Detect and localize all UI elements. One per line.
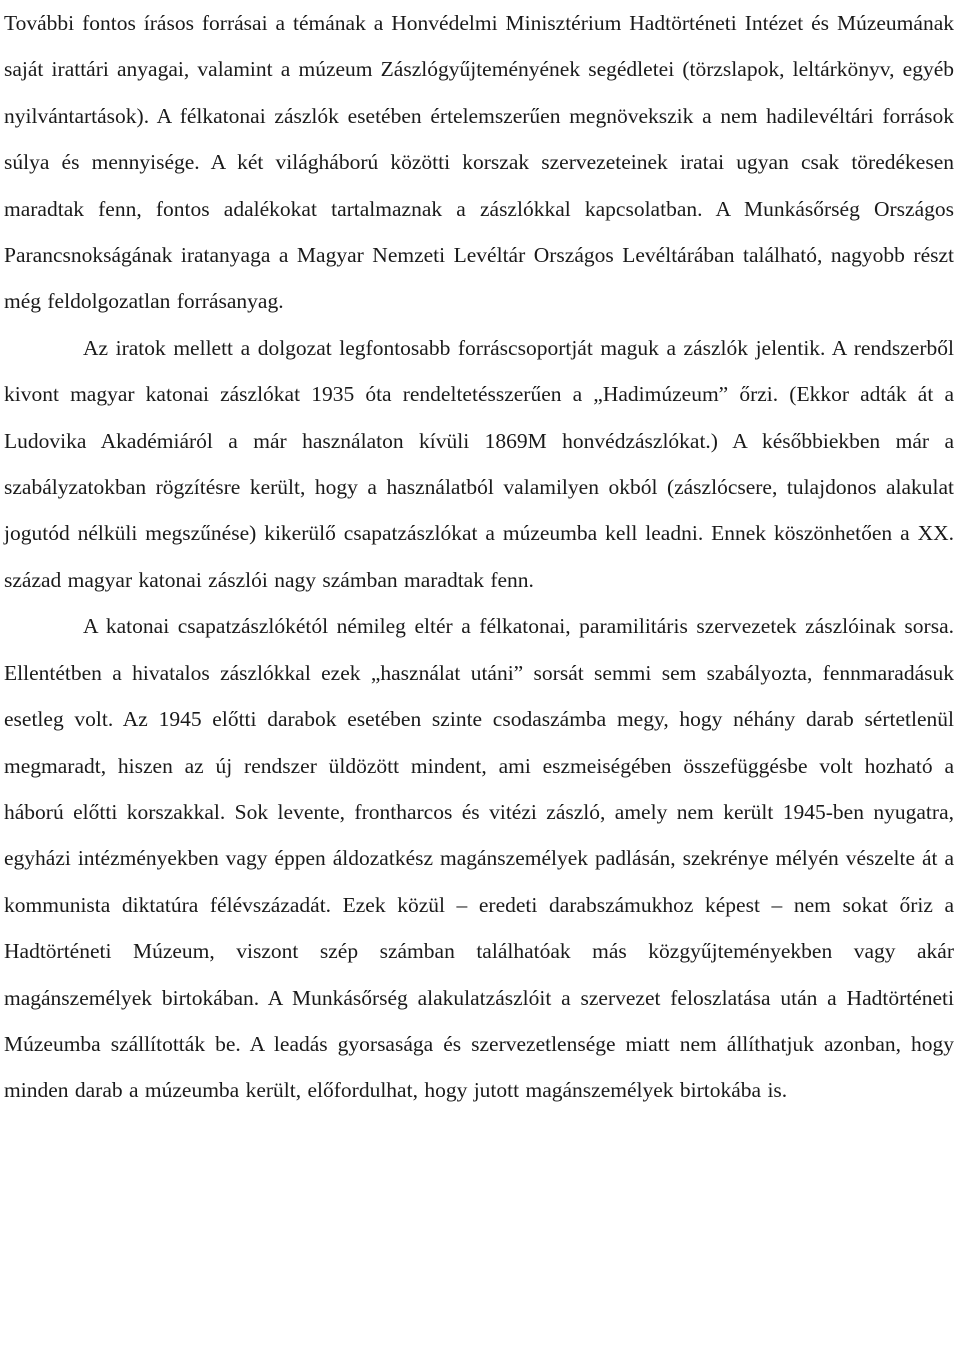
paragraph-paramilitary-flags: A katonai csapatzászlókétól némileg eltér a félkatonai, paramilitáris szervezetek zászlóinak sorsa. Ellentétben a hivatalos zászlókkal ezek „használat utáni” sorsát semmi sem szabályozta, fennmaradásuk esetleg volt. Az 1945 előtti darabok esetében szinte csodaszámba megy, hogy néhány darab sértetlenül megmaradt, hiszen az új rendszer üldözött mindent, ami eszmeiségében összefüggésbe volt hozható a háború előtti korszakkal. Sok levente, frontharcos és vitézi zászló, amely nem került 1945-ben nyugatra, egyházi intézményekben vagy éppen áldozatkész magánszemélyek padlásán, szekrénye mélyén vészelte át a kommunista diktatúra félévszázadát. Ezek közül – eredeti darabszámukhoz képest – nem sokat őriz a Hadtörténeti Múzeum, viszont szép számban találhatóak más közgyűjteményekben vagy akár magánszemélyek birtokában. A Munkásőrség alakulatzászlóit a szervezet feloszlatása után a Hadtörténeti Múzeumba szállították be. A leadás gyorsasága és szervezetlensége miatt nem állíthatjuk azonban, hogy minden darab a múzeumba került, előfordulhat, hogy jutott magánszemélyek birtokába is.	[4, 614, 954, 1103]
paragraph-flags-as-sources: Az iratok mellett a dolgozat legfontosabb forráscsoportját maguk a zászlók jelentik. A rendszerből kivont magyar katonai zászlókat 1935 óta rendeltetésszerűen a „Hadimúzeum” őrzi. (Ekkor adták át a Ludovika Akadémiáról a már használaton kívüli 1869M honvédzászlókat.) A későbbiekben már a szabályzatokban rögzítésre került, hogy a használatból valamilyen okból (zászlócsere, tulajdonos alakulat jogutód nélküli megszűnése) kikerülő csapatzászlókat a múzeumba kell leadni. Ennek köszönhetően a XX. század magyar katonai zászlói nagy számban maradtak fenn.	[4, 335, 954, 592]
document-page	[4, 0, 954, 1114]
paragraph-sources: További fontos írásos forrásai a témának a Honvédelmi Minisztérium Hadtörténeti Intézet és Múzeumának saját irattári anyagai, valamint a múzeum Zászlógyűjteményének segédletei (törzslapok, leltárkönyv, egyéb nyilvántartások). A félkatonai zászlók esetében értelemszerűen megnövekszik a nem hadilevéltári források súlya és mennyisége. A két világháború közötti korszak szervezeteinek iratai ugyan csak töredékesen maradtak fenn, fontos adalékokat tartalmaznak a zászlókkal kapcsolatban. A Munkásőrség Országos Parancsnokságának iratanyaga a Magyar Nemzeti Levéltár Országos Levéltárában található, nagyobb részt még feldolgozatlan forrásanyag.	[4, 11, 954, 314]
